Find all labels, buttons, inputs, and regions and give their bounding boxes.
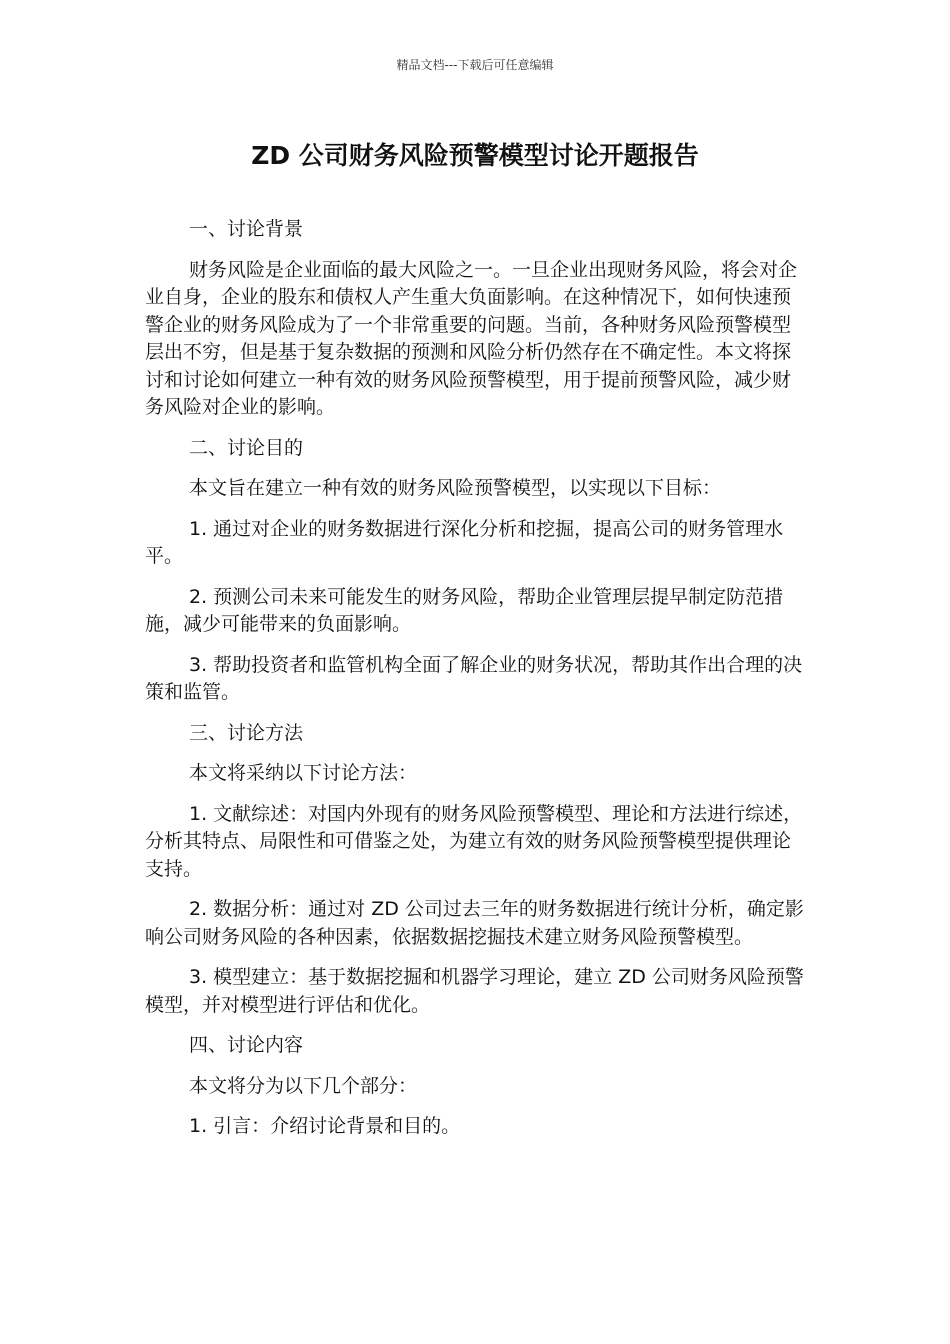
section-heading-method: 三、讨论方法 bbox=[189, 721, 304, 744]
content-intro-paragraph: 本文将分为以下几个部分： bbox=[189, 1074, 418, 1097]
content-item-1: 1. 引言：介绍讨论背景和目的。 bbox=[189, 1115, 461, 1137]
background-paragraph: 财务风险是企业面临的最大风险之一。一旦企业出现财务风险，将会对企业自身，企业的股东和债权人产生重大负面影响。在这种情况下，如何快速预警企业的财务风险成为了一个非常重要的问题。当前，各种财务风险预警模型层出不穷，但是基于复杂数据的预测和风险分析仍然存在不确定性。本文将探讨和讨论如何建立一种有效的财务风险预警模型，用于提前预警风险，减少财务风险对企业的影响。 bbox=[145, 258, 798, 418]
section-heading-purpose: 二、讨论目的 bbox=[189, 436, 304, 459]
purpose-intro-paragraph: 本文旨在建立一种有效的财务风险预警模型，以实现以下目标： bbox=[189, 477, 722, 499]
section-heading-content: 四、讨论内容 bbox=[189, 1034, 304, 1056]
purpose-item-3: 3. 帮助投资者和监管机构全面了解企业的财务状况，帮助其作出合理的决策和监管。 bbox=[145, 653, 803, 703]
purpose-item-2: 2. 预测公司未来可能发生的财务风险，帮助企业管理层提早制定防范措施，减少可能带来的负面影响。 bbox=[145, 585, 784, 635]
method-intro-paragraph: 本文将采纳以下讨论方法： bbox=[189, 762, 418, 784]
purpose-item-1: 1. 通过对企业的财务数据进行深化分析和挖掘，提高公司的财务管理水平。 bbox=[145, 517, 784, 567]
method-item-1: 1. 文献综述：对国内外现有的财务风险预警模型、理论和方法进行综述，分析其特点、局限性和可借鉴之处，为建立有效的财务风险预警模型提供理论支持。 bbox=[145, 802, 803, 880]
method-item-3: 3. 模型建立：基于数据挖掘和机器学习理论，建立 ZD 公司财务风险预警模型，并对模型进行评估和优化。 bbox=[145, 966, 804, 1016]
method-item-2: 2. 数据分析：通过对 ZD 公司过去三年的财务数据进行统计分析，确定影响公司财务风险的各种因素，依据数据挖掘技术建立财务风险预警模型。 bbox=[145, 898, 804, 948]
section-heading-background: 一、讨论背景 bbox=[189, 218, 304, 240]
document-title: ZD 公司财务风险预警模型讨论开题报告 bbox=[251, 141, 699, 170]
header-note: 精品文档---下载后可任意编辑 bbox=[396, 58, 554, 72]
document-body bbox=[145, 216, 805, 1154]
